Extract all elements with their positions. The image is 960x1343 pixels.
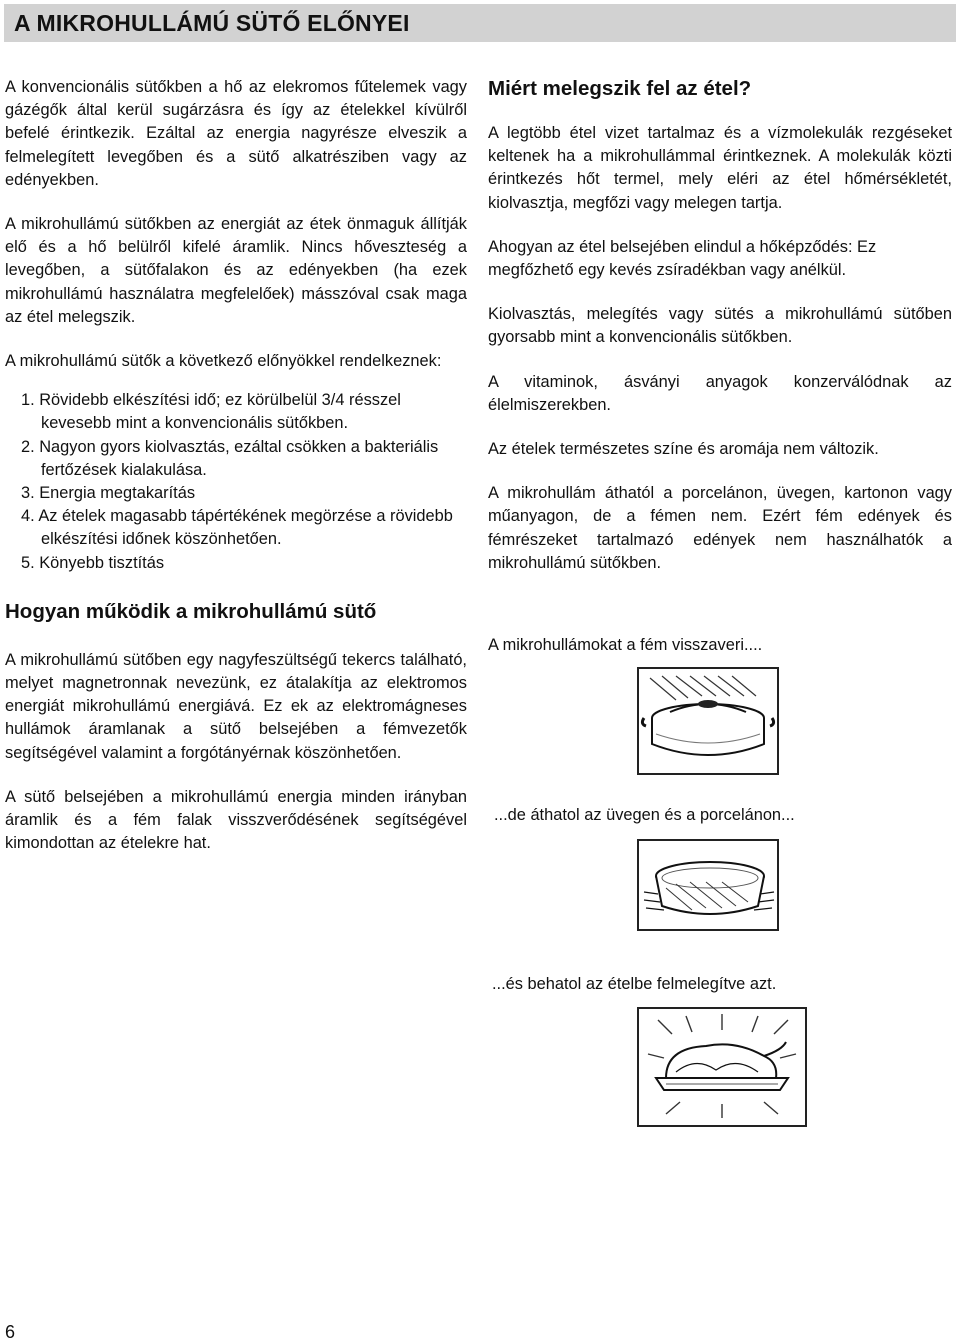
how-it-works-heading: Hogyan működik a mikrohullámú sütő	[5, 599, 377, 623]
color-aroma-paragraph: Az ételek természetes színe és aromája nem változik.	[488, 440, 879, 459]
why-heats-heading: Miért melegszik fel az étel?	[488, 77, 752, 100]
advantages-intro: A mikrohullámú sütők a következő előnyökkel rendelkeznek:	[5, 352, 442, 371]
magnetron-paragraph: A mikrohullámú sütőben egy nagyfeszültségű tekercs található, melyet magnetronnak nevezünk, ez átalakítja az elektromos energiát mikrohullámú energiává. Ez ek az elektromágneses hullámok áramlanak a sütő belsejében a fémvezetők segítségével valamint a forgótányérnak köszönhetően.	[5, 650, 467, 762]
list-item: 1. Rövidebb elkészítési idő; ez körülbelül 3/4 résszel kevesebb mint a konvencionális sütőkben.	[21, 391, 401, 433]
figure-caption-glass: ...de áthatol az üvegen és a porcelánon...	[494, 806, 795, 824]
intro-paragraph: A konvencionális sütőkben a hő az elekromos fűtelemek vagy gázégők által kerül sugárzásra és így az ételekkel kívülről befelé érintkezik. Ezáltal az energia nagyrésze elveszik a felmelegített levegőben és a sütő alkatrésziben vagy az edényekben.	[5, 78, 467, 189]
advantages-list	[5, 389, 467, 575]
left-column	[5, 76, 467, 876]
list-item: 4. Az ételek magasabb tápértékének megörzése a rövidebb elkészítési időnek köszönhetően.	[21, 507, 453, 549]
list-item: 5. Könyebb tisztítás	[21, 553, 165, 572]
roast-chicken-heating-illustration	[636, 1006, 808, 1128]
page-number: 6	[5, 1322, 16, 1342]
energy-flow-paragraph: A sütő belsejében a mikrohullámú energia minden irányban áramlik és a fém falak visszverődésének segítségével kimondottan az ételekre hat.	[5, 787, 467, 853]
water-molecules-paragraph: A legtöbb étel vizet tartalmaz és a vízmolekulák rezgéseket keltenek ha a mikrohullámmal érintkeznek. A molekulák közti érintkezés hőt termel, mely eléri az étel hőmérsékletét, kiolvasztja, megfőzi vagy melegen tartja.	[488, 124, 952, 212]
materials-paragraph: A mikrohullám áthatól a porcelánon, üvegen, kartonon vagy műanyagon, de a fémen nem. Ezért fém edények és fémrészeket tartalmazó edények nem használhatók a mikrohullámú sütőkben.	[488, 484, 952, 572]
section-header-bar	[4, 4, 956, 42]
metal-pot-reflection-illustration	[636, 666, 782, 778]
glass-dish-penetration-illustration	[636, 838, 782, 934]
figure-caption-food: ...és behatol az ételbe felmelegítve azt.	[492, 975, 777, 993]
microwave-energy-paragraph: A mikrohullámú sütőkben az energiát az étek önmaguk állítják elő és a hő belülről kifelé áramlik. Nincs hőveszteség a levegőben, a sütőfalakon és az edényekben (ha ezek mikrohullámú használatra megfelelőek) másszóval csak maga az étel melegszik.	[5, 215, 467, 326]
heat-generation-paragraph: Ahogyan az étel belsejében elindul a hőképződés: Ez megfőzhető egy kevés zsíradékban vagy anélkül.	[488, 237, 877, 280]
list-item: 2. Nagyon gyors kiolvasztás, ezáltal csökken a bakteriális fertőzések kialakulása.	[21, 437, 439, 479]
speed-paragraph: Kiolvasztás, melegítés vagy sütés a mikrohullámú sütőben gyorsabb mint a konvencionális sütőkben.	[488, 305, 952, 347]
right-column	[488, 76, 952, 596]
figure-caption-metal: A mikrohullámokat a fém visszaveri....	[488, 636, 763, 654]
list-item: 3. Energia megtakarítás	[21, 484, 196, 503]
page-title: A MIKROHULLÁMÚ SÜTŐ ELŐNYEI	[14, 10, 410, 36]
vitamins-paragraph: A vitaminok, ásványi anyagok konzerválódnak az élelmiszerekben.	[488, 372, 952, 414]
